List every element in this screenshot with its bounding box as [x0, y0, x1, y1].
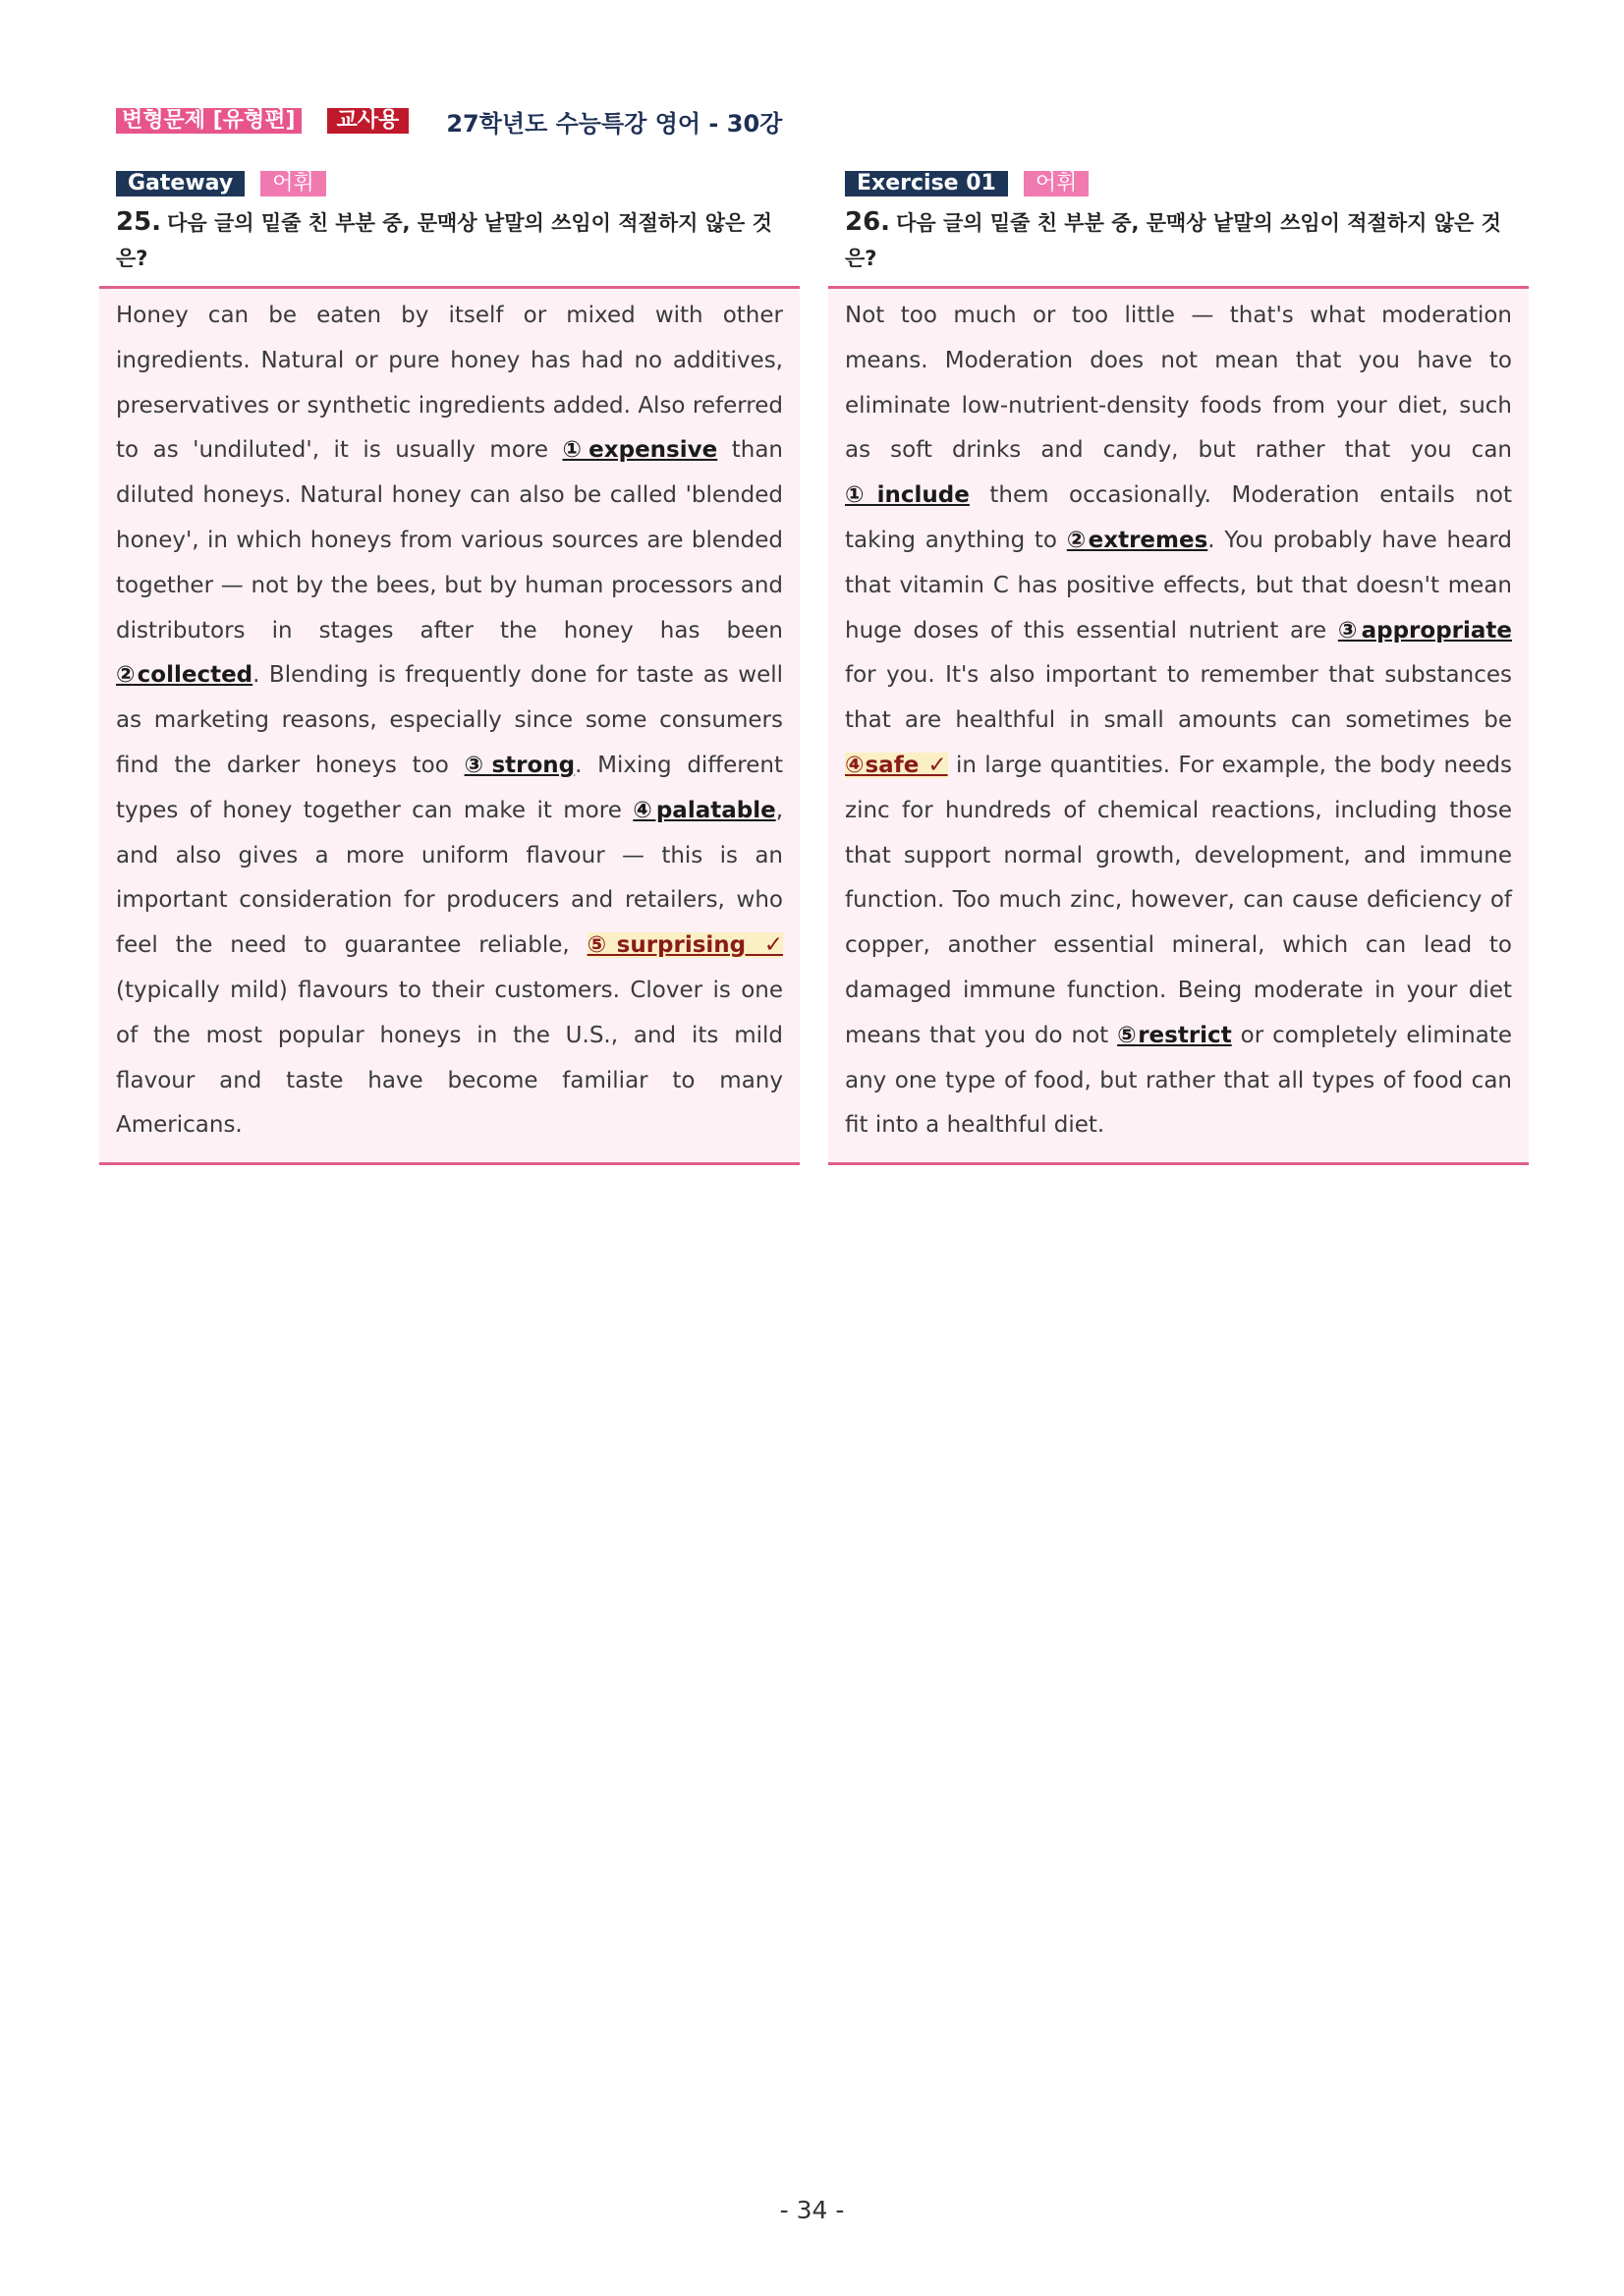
passage-text: (typically mild) flavours to their customers. Clover is one of the most popular honeys in the U.S., and its mild flavour and taste have become familiar to many Americans. — [116, 977, 783, 1139]
passage-text: or completely eliminate any one type of food, but rather that all types of food can fit into a healthful diet. — [845, 1022, 1512, 1139]
page-number: - 34 - — [779, 2196, 845, 2224]
question-prompt — [116, 204, 800, 276]
passage-text: in large quantities. For example, the body needs zinc for hundreds of chemical reactions, including those that support normal growth, development, and immune function. Too much zinc, however, can cause deficiency of copper, another essential mineral, which can lead to damaged immune function. Being moderate in your diet means that you do not — [845, 752, 1512, 1048]
choice-5: ⑤restrict — [1117, 1022, 1232, 1048]
question-text: 다음 글의 밑줄 친 부분 중, 문맥상 낱말의 쓰임이 적절하지 않은 것은? — [845, 211, 1501, 270]
type-badge: 어휘 — [260, 171, 326, 196]
choice-4: ④palatable — [633, 797, 776, 823]
teacher-tag: 교사용 — [327, 108, 410, 134]
page-title: 27학년도 수능특강 영어 - 30강 — [446, 109, 783, 138]
variant-tag: 변형문제 [유형편] — [116, 108, 302, 134]
question-number: 25. — [116, 207, 162, 237]
page-header — [116, 106, 782, 136]
choice-1: ①expensive — [562, 437, 718, 464]
section-badge: Gateway — [116, 171, 245, 196]
answer-choice-5: ⑤surprising ✓ — [587, 932, 783, 959]
choice-2: ②extremes — [1066, 527, 1208, 553]
question-text: 다음 글의 밑줄 친 부분 중, 문맥상 낱말의 쓰임이 적절하지 않은 것은? — [116, 211, 772, 270]
question-number: 26. — [845, 207, 891, 237]
question-prompt — [845, 204, 1529, 276]
choice-3: ③appropriate — [1337, 617, 1513, 644]
type-badge: 어휘 — [1024, 171, 1090, 196]
passage-text: than diluted honeys. Natural honey can also be called 'blended honey', in which honeys from various sources are blended together — not by the bees, but by human processors and distributors in stages after the honey has been — [116, 437, 784, 644]
passage-text: . You probably have heard that vitamin C has positive effects, but that doesn't mean huge doses of this essential nutrient are — [845, 527, 1512, 644]
question-badges — [845, 171, 1529, 196]
passage-box — [99, 286, 800, 1165]
passage-text: , and also gives a more uniform flavour — this is an important consideration for producers and retailers, who feel the need to guarantee reliable, — [116, 797, 783, 959]
passage-text: Honey can be eaten by itself or mixed with other ingredients. Natural or pure honey has had no additives, preservatives or synthetic ingredients added. Also referred to as 'undiluted', it is usually more — [116, 303, 783, 464]
choice-3: ③strong — [464, 752, 576, 778]
choice-2: ②collected — [116, 662, 253, 689]
answer-choice-4: ④safe ✓ — [845, 752, 948, 778]
passage-text: . Blending is frequently done for taste as well as marketing reasons, especially since some consumers find the darker honeys too — [116, 662, 783, 778]
question-25 — [99, 171, 800, 1165]
question-badges — [116, 171, 800, 196]
passage-text: Not too much or too little — that's what moderation means. Moderation does not mean that you have to eliminate low-nutrient-density foods from your diet, such as soft drinks and candy, but rather that you can — [845, 303, 1512, 464]
passage-text: . Mixing different types of honey together can make it more — [116, 752, 784, 823]
passage-box — [828, 286, 1529, 1165]
passage-text: them occasionally. Moderation entails not taking anything to — [845, 482, 1513, 553]
section-badge: Exercise 01 — [845, 171, 1008, 196]
choice-1: ①include — [845, 482, 970, 509]
passage-text: for you. It's also important to remember that substances that are healthful in small amounts can sometimes be — [845, 662, 1512, 734]
question-26 — [828, 171, 1529, 1165]
